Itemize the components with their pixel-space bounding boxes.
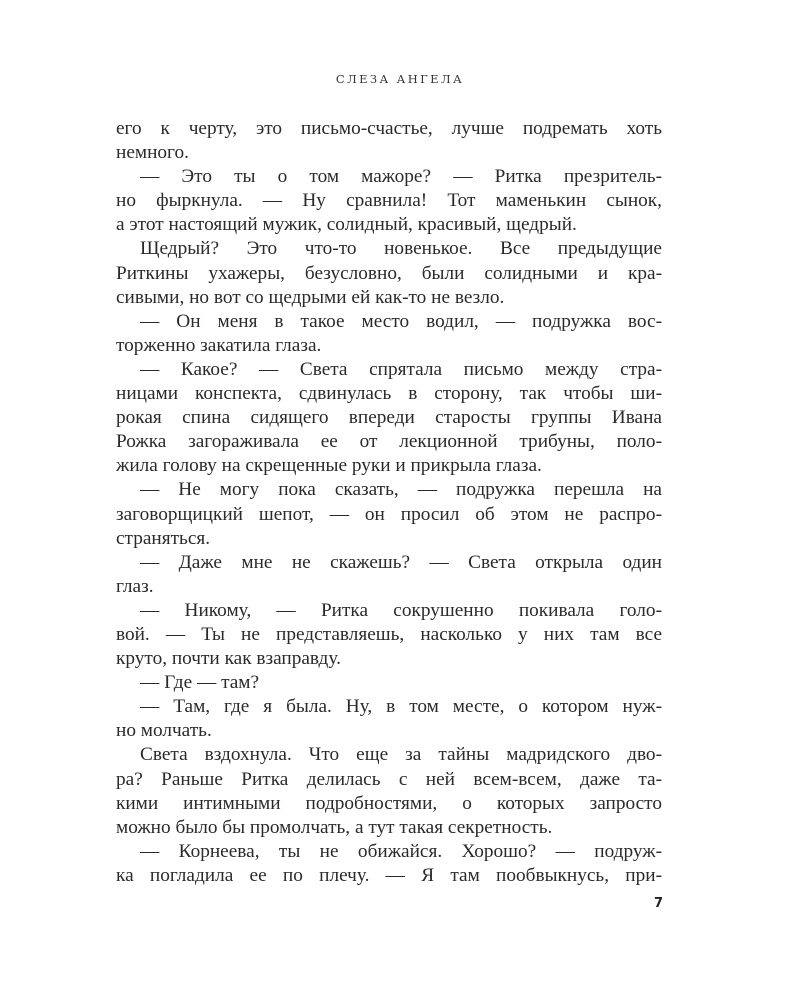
text-line: его к черту, это письмо-счастье, лучше подремать хоть (116, 118, 662, 139)
text-line: а этот настоящий мужик, солидный, красивый, щедрый. (116, 214, 577, 236)
text-line: ра? Раньше Ритка делилась с ней всем-всем, даже та- (116, 768, 662, 790)
text-line: — Это ты о том мажоре? — Ритка презритель- (140, 166, 662, 188)
text-line: торженно закатила глаза. (116, 334, 322, 356)
running-head: СЛЕЗА АНГЕЛА (335, 72, 465, 86)
text-line: — Там, где я была. Ну, в том месте, о котором нуж- (140, 696, 662, 718)
text-line: заговорщицкий шепот, — он просил об этом не распро- (116, 503, 662, 525)
text-line: Риткины ухажеры, безусловно, были солидными и кра- (116, 262, 662, 284)
text-line: можно было бы промолчать, а тут такая секретность. (116, 816, 553, 838)
text-line: — Не могу пока сказать, — подружка перешла на (140, 479, 662, 501)
text-line: — Он меня в такое место водил, — подружка вос- (140, 310, 662, 332)
text-line: ка погладила ее по плечу. — Я там пообвыкнусь, при- (116, 864, 662, 886)
text-line: — Корнеева, ты не обижайся. Хорошо? — подруж- (140, 840, 662, 862)
text-line: — Где — там? (140, 672, 260, 694)
text-line: кими интимными подробностями, о которых запросто (116, 792, 662, 814)
page-number: 7 (654, 896, 664, 911)
text-line: — Никому, — Ритка сокрушенно покивала голо- (140, 599, 662, 621)
text-line: Рожка загораживала ее от лекционной трибуны, поло- (116, 431, 662, 453)
text-line: ницами конспекта, сдвинулась в сторону, так чтобы ши- (116, 383, 662, 405)
text-line: — Даже мне не скажешь? — Света открыла один (140, 551, 662, 573)
text-line: вой. — Ты не представляешь, насколько у них там все (116, 623, 662, 645)
text-line: жила голову на скрещенные руки и прикрыла глаза. (116, 455, 542, 477)
text-line: но фыркнула. — Ну сравнила! Тот маменькин сынок, (116, 190, 662, 212)
text-line: сивыми, но вот со щедрыми ей как-то не везло. (116, 286, 505, 308)
text-line: но молчать. (116, 720, 212, 742)
text-line: Щедрый? Это что-то новенькое. Все предыдущие (140, 238, 662, 260)
text-line: Света вздохнула. Что еще за тайны мадридского дво- (140, 744, 662, 766)
text-line: глаз. (116, 575, 154, 597)
text-line: — Какое? — Света спрятала письмо между стра- (140, 358, 662, 380)
text-line: круто, почти как взаправду. (116, 648, 341, 670)
text-line: немного. (116, 142, 189, 164)
text-line: страняться. (116, 527, 211, 549)
text-line: рокая спина сидящего впереди старосты группы Ивана (116, 407, 662, 429)
body-text (116, 117, 662, 888)
